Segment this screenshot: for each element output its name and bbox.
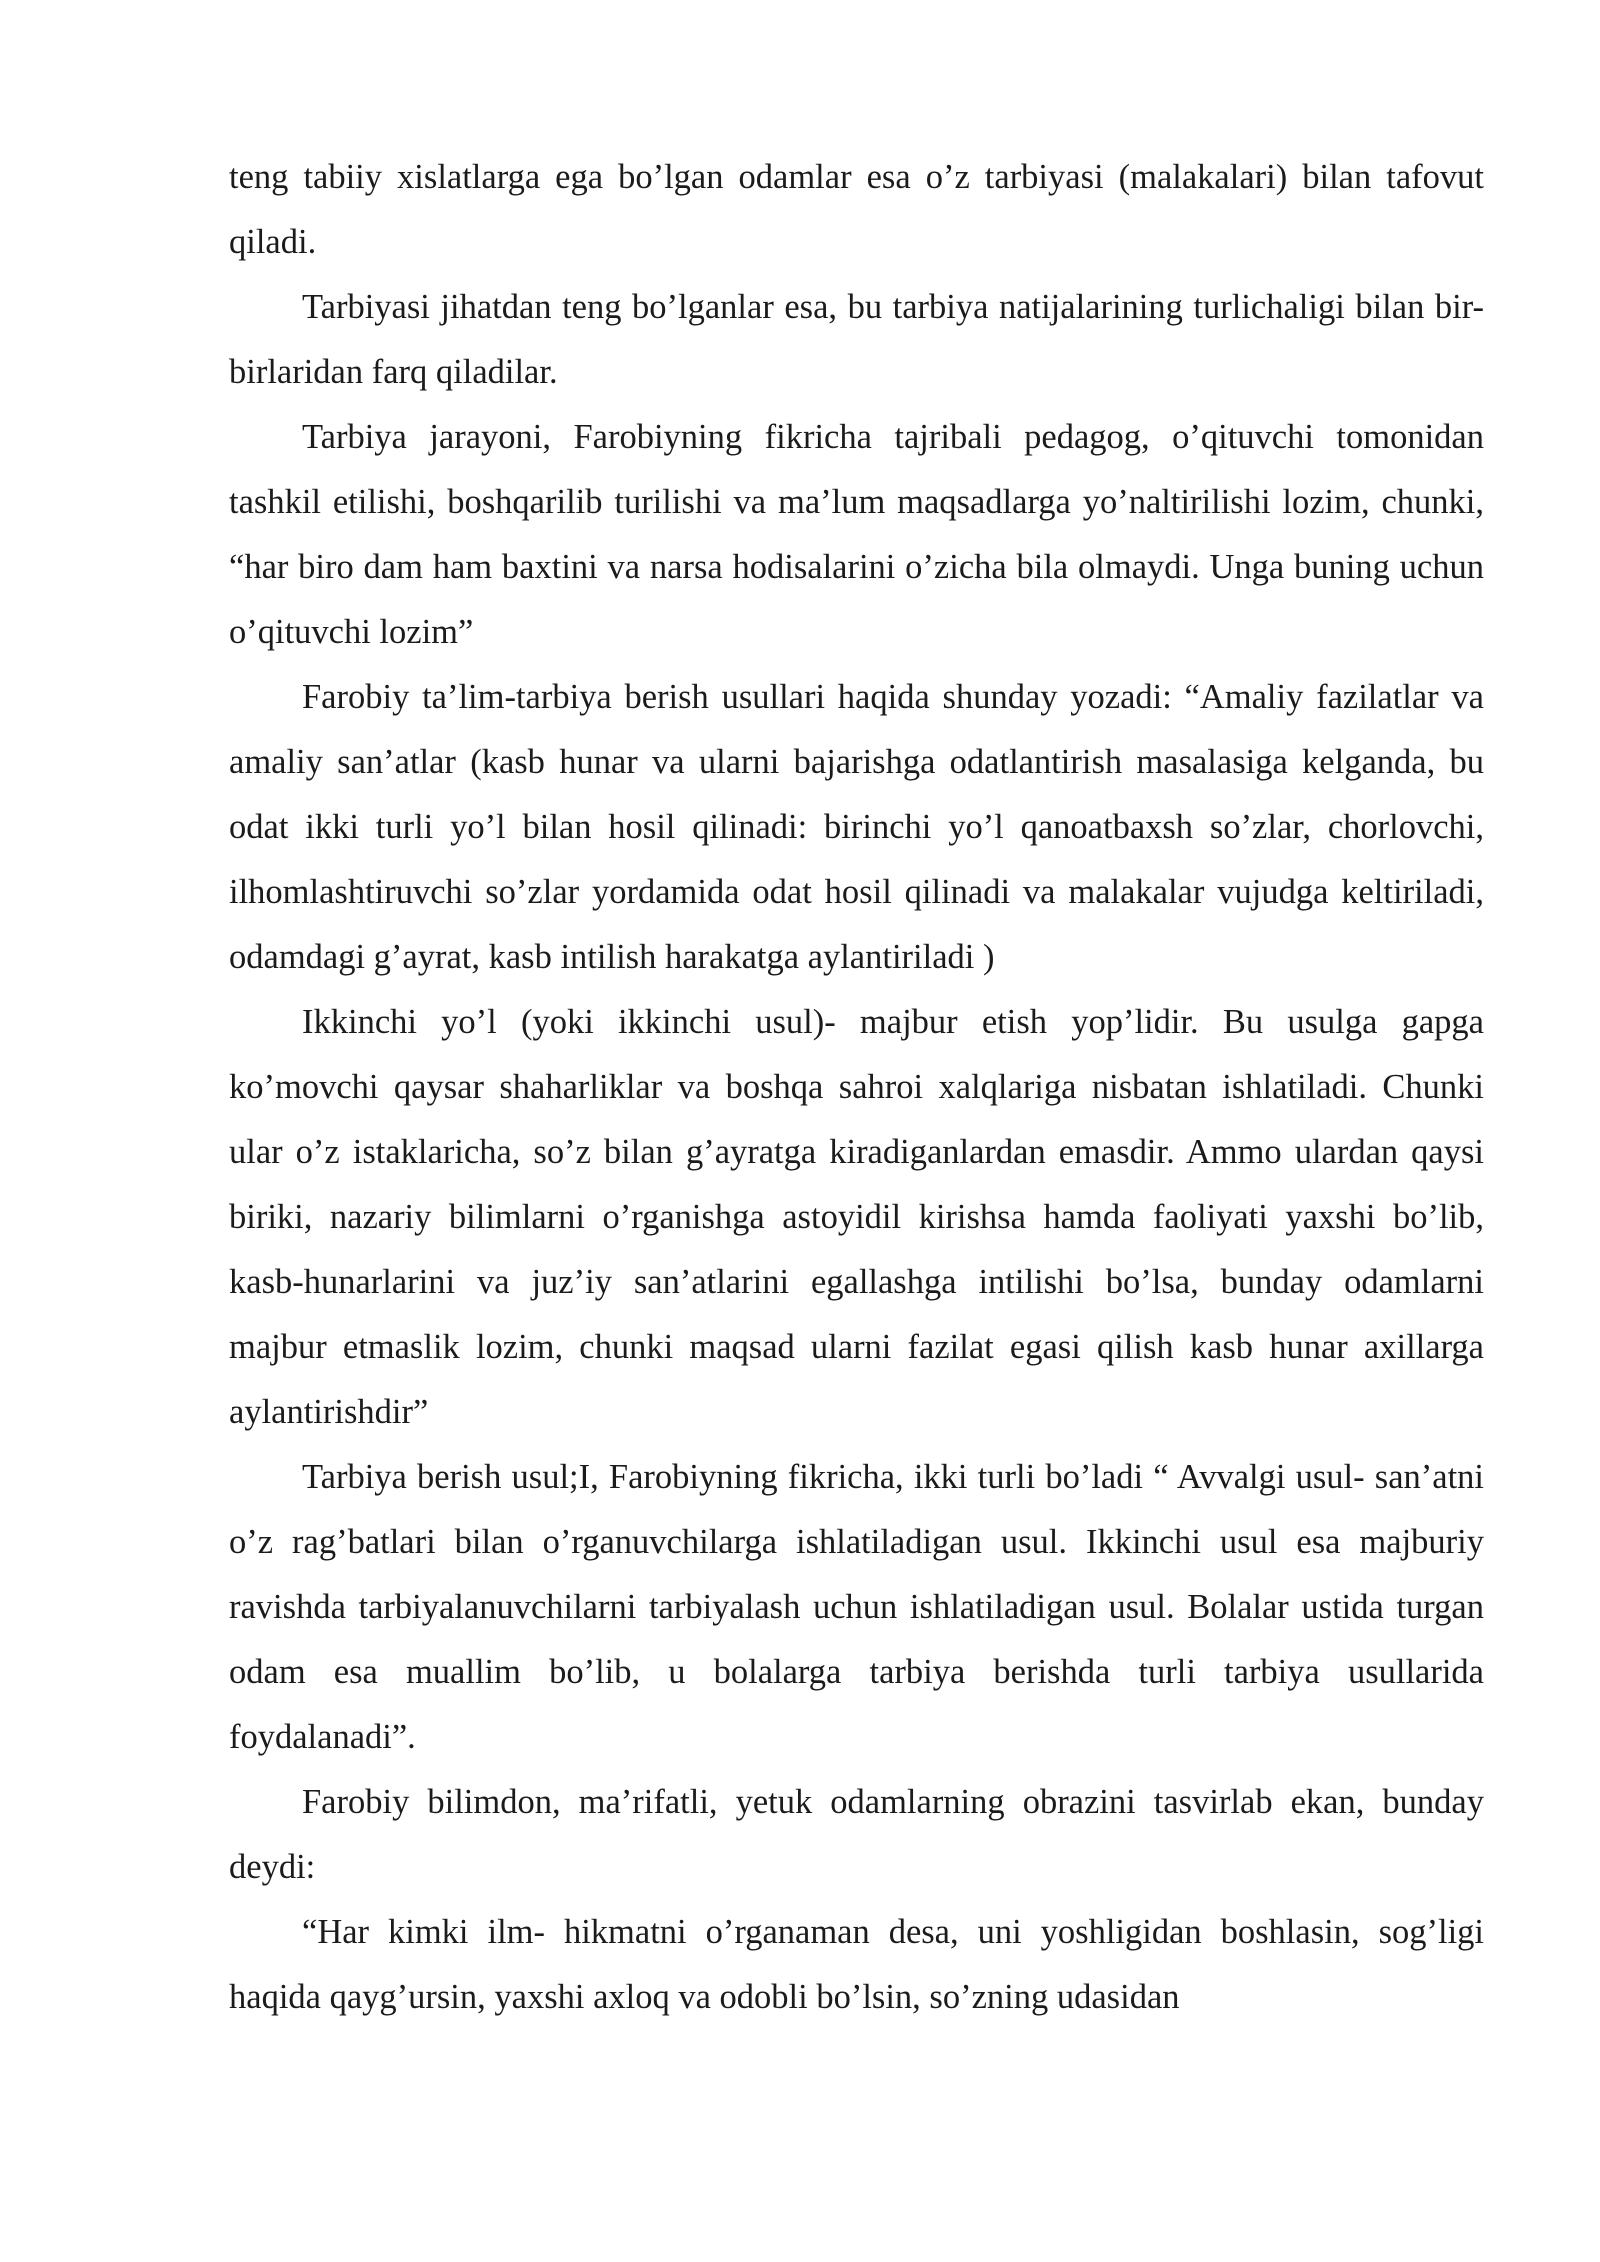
paragraph-quote: “Har kimki ilm- hikmatni o’rganaman desa, uni yoshligidan boshlasin, sog’ligi haqida qayg’ursin, yaxshi axloq va odobli bo’lsin, so’zning udasidan — [229, 1913, 1484, 2016]
paragraph-ideal-person: Farobiy bilimdon, ma’rifatli, yetuk odamlarning obrazini tasvirlab ekan, bunday deydi: — [229, 1783, 1484, 1886]
paragraph-teaching-methods: Farobiy ta’lim-tarbiya berish usullari haqida shunday yozadi: “Amaliy fazilatlar va amaliy san’atlar (kasb hunar va ularni bajarishga odatlantirish masalasiga kelganda, bu odat ikki turli yo’l bilan hosil qilinadi: birinchi yo’l qanoatbaxsh so’zlar, chorlovchi, ilhomlashtiruvchi so’zlar yordamida odat hosil qilinadi va malakalar vujudga keltiriladi, odamdagi g’ayrat, kasb intilish harakatga aylantiriladi ) — [229, 678, 1484, 976]
paragraph-second-way: Ikkinchi yo’l (yoki ikkinchi usul)- majbur etish yop’lidir. Bu usulga gapga ko’movchi qaysar shaharliklar va boshqa sahroi xalqlariga nisbatan ishlatiladi. Chunki ular o’z istaklaricha, so’z bilan g’ayratga kiradiganlardan emasdir. Ammo ulardan qaysi biriki, nazariy bilimlarni o’rganishga astoyidil kirishsa hamda faoliyati yaxshi bo’lib, kasb-hunarlarini va juz’iy san’atlarini egallashga intilishi bo’lsa, bunday odamlarni majbur etmaslik lozim, chunki maqsad ularni fazilat egasi qilish kasb hunar axillarga aylantirishdir” — [229, 1003, 1484, 1431]
document-page — [229, 145, 1484, 2030]
paragraph-upbringing-process: Tarbiya jarayoni, Farobiyning fikricha tajribali pedagog, o’qituvchi tomonidan tashkil etilishi, boshqarilib turilishi va ma’lum maqsadlarga yo’naltirilishi lozim, chunki, “har biro dam ham baxtini va narsa hodisalarini o’zicha bila olmaydi. Unga buning uchun o’qituvchi lozim” — [229, 418, 1484, 651]
paragraph-upbringing-equality: Tarbiyasi jihatdan teng bo’lganlar esa, bu tarbiya natijalarining turlichaligi bilan bir-birlaridan farq qiladilar. — [229, 288, 1484, 391]
paragraph-upbringing-methods: Tarbiya berish usul;I, Farobiyning fikricha, ikki turli bo’ladi “ Avvalgi usul- san’atni o’z rag’batlari bilan o’rganuvchilarga ishlatiladigan usul. Ikkinchi usul esa majburiy ravishda tarbiyalanuvchilarni tarbiyalash uchun ishlatiladigan usul. Bolalar ustida turgan odam esa muallim bo’lib, u bolalarga tarbiya berishda turli tarbiya usullarida foydalanadi”. — [229, 1458, 1484, 1756]
paragraph-continuation: teng tabiiy xislatlarga ega bo’lgan odamlar esa o’z tarbiyasi (malakalari) bilan tafovut qiladi. — [229, 158, 1484, 261]
